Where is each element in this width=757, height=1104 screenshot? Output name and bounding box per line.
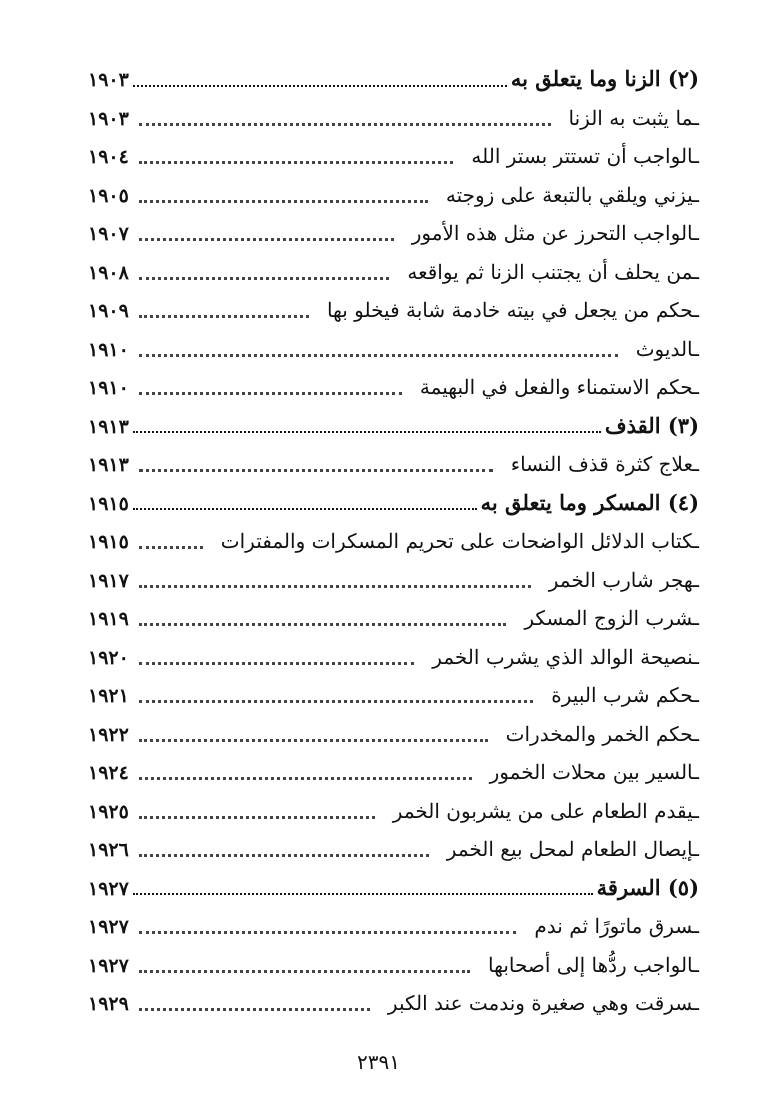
table-of-contents xyxy=(88,60,699,1023)
toc-entry xyxy=(88,638,699,677)
toc-heading-title: (٢) الزنا وما يتعلق به xyxy=(510,66,699,91)
dot-leader xyxy=(139,853,429,857)
toc-entry-title: ـهجر شارب الخمر xyxy=(548,567,699,592)
toc-entry-title: ـكتاب الدلائل الواضحات على تحريم المسكرات والمفترات xyxy=(220,529,699,553)
toc-entry-title: ـالواجب التحرز عن مثل هذه الأمور xyxy=(411,221,699,245)
toc-entry-title: ـنصيحة الوالد الذي يشرب الخمر xyxy=(432,644,699,669)
toc-page-number: ١٩٠٧ xyxy=(88,223,129,245)
toc-entry xyxy=(88,99,699,138)
toc-entry xyxy=(88,830,699,869)
dot-leader xyxy=(139,122,551,126)
dot-leader xyxy=(139,930,517,934)
dot-leader xyxy=(139,545,203,549)
toc-entry-title: ـالواجب ردُّها إلى أصحابها xyxy=(488,952,699,977)
toc-entry xyxy=(88,676,699,715)
toc-page-number: ١٩١٠ xyxy=(88,338,129,361)
page-number-footer: ٢٣٩١ xyxy=(357,1050,400,1074)
dot-leader xyxy=(139,815,375,819)
dot-leader xyxy=(139,160,454,164)
toc-entry xyxy=(88,137,699,176)
dot-leader xyxy=(139,738,488,742)
toc-entry-title: ـحكم من يجعل في بيته خادمة شابة فيخلو بها xyxy=(326,298,699,322)
toc-page-number: ١٩٢٧ xyxy=(88,916,129,938)
dot-leader xyxy=(133,507,477,510)
toc-entry xyxy=(88,946,699,985)
toc-entry xyxy=(88,907,699,946)
toc-section-heading xyxy=(88,407,699,446)
toc-entry xyxy=(88,214,699,253)
toc-page-number: ١٩٢٢ xyxy=(88,723,129,746)
toc-entry xyxy=(88,984,699,1023)
toc-section-heading xyxy=(88,60,699,99)
toc-entry xyxy=(88,445,699,484)
toc-section-heading xyxy=(88,869,699,908)
toc-entry xyxy=(88,291,699,330)
dot-leader xyxy=(139,661,414,665)
toc-page-number: ١٩٠٣ xyxy=(88,107,129,130)
toc-entry-title: ـما يثبت به الزنا xyxy=(568,105,699,130)
dot-leader xyxy=(139,1007,370,1011)
toc-page-number: ١٩٢٦ xyxy=(88,839,129,861)
dot-leader xyxy=(133,84,507,87)
toc-entry-title: ـيقدم الطعام على من يشربون الخمر xyxy=(392,798,699,823)
toc-page-number: ١٩٠٩ xyxy=(88,300,129,322)
toc-page-number: ١٩٢٥ xyxy=(88,800,129,823)
toc-entry xyxy=(88,599,699,638)
toc-page-number: ١٩١٥ xyxy=(88,531,129,553)
toc-section-heading xyxy=(88,484,699,523)
dot-leader xyxy=(139,199,428,203)
toc-entry-title: ـيزني ويلقي بالتبعة على زوجته xyxy=(445,182,699,207)
toc-entry-title: ـحكم الاستمناء والفعل في البهيمة xyxy=(419,375,699,399)
toc-entry xyxy=(88,561,699,600)
dot-leader xyxy=(139,969,470,973)
dot-leader xyxy=(139,391,402,395)
toc-entry xyxy=(88,368,699,407)
dot-leader xyxy=(133,892,593,895)
toc-entry xyxy=(88,330,699,369)
toc-entry xyxy=(88,753,699,792)
toc-heading-title: (٤) المسكر وما يتعلق به xyxy=(480,489,699,515)
toc-heading-title: (٣) القذف xyxy=(604,412,699,438)
toc-page-number: ١٩١٣ xyxy=(88,415,129,438)
toc-page-number: ١٩٠٥ xyxy=(88,184,129,207)
toc-entry-title: ـشرب الزوج المسكر xyxy=(524,606,699,630)
toc-entry-title: ـعلاج كثرة قذف النساء xyxy=(510,452,699,476)
toc-page-number: ١٩١٣ xyxy=(88,454,129,476)
toc-entry-title: ـمن يحلف أن يجتنب الزنا ثم يواقعه xyxy=(407,259,699,284)
toc-page-number: ١٩١٩ xyxy=(88,608,129,630)
toc-entry-title: ـحكم الخمر والمخدرات xyxy=(505,721,699,746)
toc-page-number: ١٩٢١ xyxy=(88,685,129,707)
toc-page-number: ١٩١٠ xyxy=(88,377,129,399)
toc-page-number: ١٩١٥ xyxy=(88,492,129,515)
toc-page-number: ١٩٠٤ xyxy=(88,146,129,168)
toc-entry xyxy=(88,253,699,292)
toc-entry-title: ـسرق ماتورًا ثم ندم xyxy=(534,914,699,938)
dot-leader xyxy=(133,430,601,433)
dot-leader xyxy=(139,584,531,588)
toc-page-number: ١٩٢٠ xyxy=(88,646,129,669)
dot-leader xyxy=(139,468,493,472)
dot-leader xyxy=(139,353,618,357)
toc-entry xyxy=(88,715,699,754)
toc-entry-title: ـالديوث xyxy=(635,336,699,361)
toc-page-number: ١٩٢٧ xyxy=(88,954,129,977)
toc-entry-title: ـالسير بين محلات الخمور xyxy=(489,760,699,784)
toc-page-number: ١٩٢٤ xyxy=(88,762,129,784)
toc-page-number: ١٩٢٩ xyxy=(88,993,129,1015)
toc-entry-title: ـإيصال الطعام لمحل بيع الخمر xyxy=(446,837,699,861)
dot-leader xyxy=(139,276,390,280)
toc-entry-title: ـحكم شرب البيرة xyxy=(551,683,699,707)
toc-page-number: ١٩٢٧ xyxy=(88,877,129,900)
dot-leader xyxy=(139,776,472,780)
toc-entry xyxy=(88,522,699,561)
toc-entry xyxy=(88,176,699,215)
dot-leader xyxy=(139,314,309,318)
toc-page-number: ١٩٠٨ xyxy=(88,261,129,284)
toc-page-number: ١٩٠٣ xyxy=(88,69,129,91)
toc-page-number: ١٩١٧ xyxy=(88,569,129,592)
toc-entry-title: ـسرقت وهي صغيرة وندمت عند الكبر xyxy=(387,991,699,1015)
toc-entry xyxy=(88,792,699,831)
toc-heading-title: (٥) السرقة xyxy=(596,874,699,900)
dot-leader xyxy=(139,622,507,626)
dot-leader xyxy=(139,237,394,241)
dot-leader xyxy=(139,699,533,703)
toc-entry-title: ـالواجب أن تستتر بستر الله xyxy=(471,144,699,168)
